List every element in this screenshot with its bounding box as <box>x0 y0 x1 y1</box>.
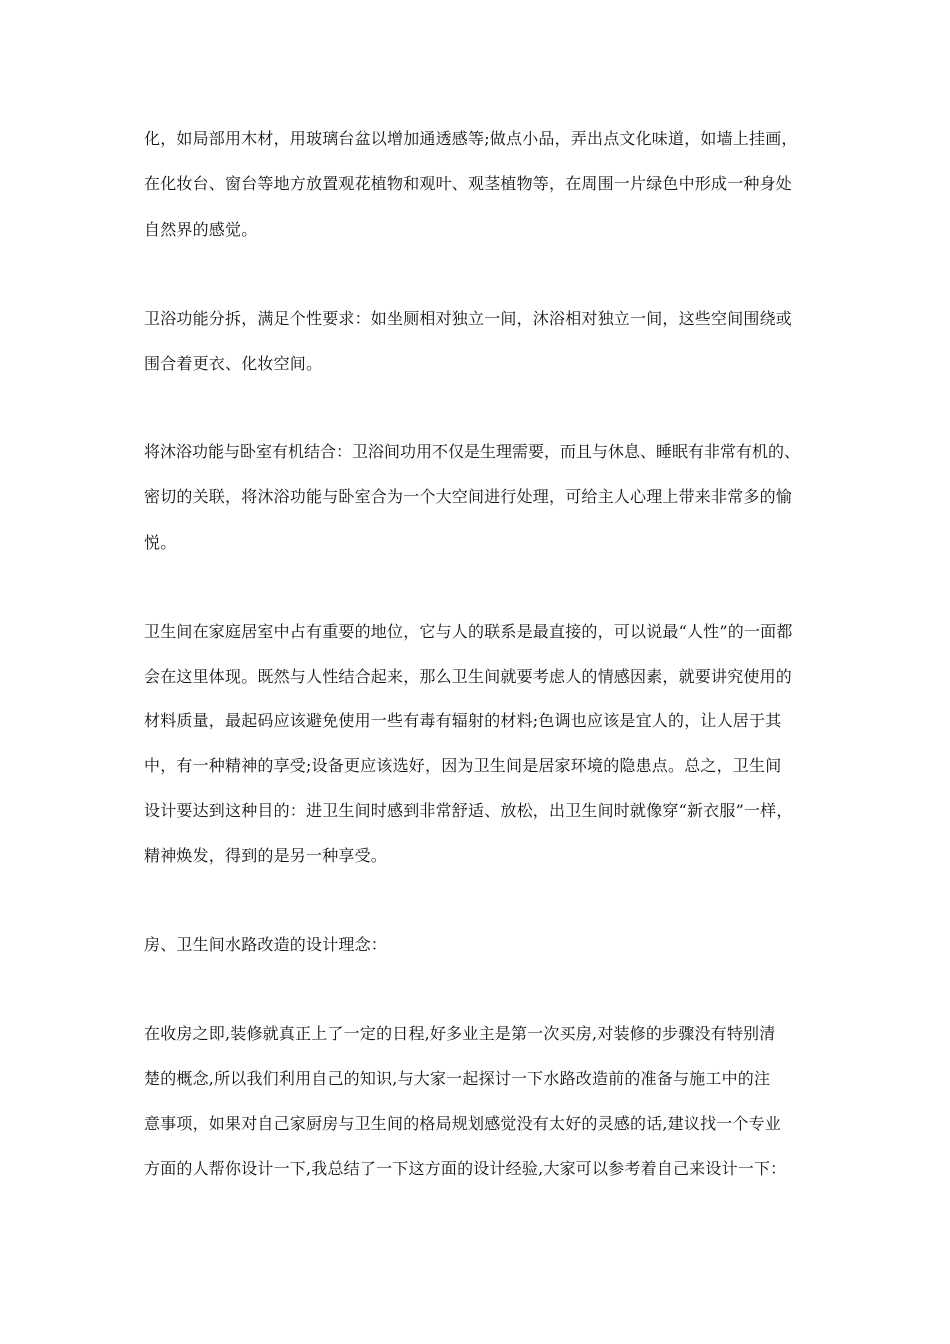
text-line: 楚的概念,所以我们利用自己的知识,与大家一起探讨一下水路改造前的准备与施工中的注 <box>144 1069 771 1088</box>
text-line: 卫浴功能分拆，满足个性要求：如坐厕相对独立一间，沐浴相对独立一间，这些空间围绕或 <box>144 309 793 328</box>
text-line: 会在这里体现。既然与人性结合起来，那么卫生间就要考虑人的情感因素，就要讲究使用的 <box>144 667 793 686</box>
text-line: 材料质量，最起码应该避免使用一些有毒有辐射的材料;色调也应该是宜人的，让人居于其 <box>144 711 782 730</box>
text-line: 方面的人帮你设计一下,我总结了一下这方面的设计经验,大家可以参考着自己来设计一下： <box>144 1159 787 1178</box>
text-line: 密切的关联，将沐浴功能与卧室合为一个大空间进行处理，可给主人心理上带来非常多的愉 <box>144 487 793 506</box>
text-line: 设计要达到这种目的：进卫生间时感到非常舒适、放松，出卫生间时就像穿“新衣服”一样， <box>144 801 793 820</box>
text-line: 化，如局部用木材，用玻璃台盆以增加通透感等;做点小品，弄出点文化味道，如墙上挂画， <box>144 129 798 148</box>
text-line: 中，有一种精神的享受;设备更应该选好，因为卫生间是居家环境的隐患点。总之，卫生间 <box>144 756 782 775</box>
text-line: 自然界的感觉。 <box>144 220 258 239</box>
text-line: 在化妆台、窗台等地方放置观花植物和观叶、观茎植物等，在周围一片绿色中形成一种身处 <box>144 174 793 193</box>
text-line: 将沐浴功能与卧室有机结合：卫浴间功用不仅是生理需要，而且与休息、睡眠有非常有机的、 <box>144 442 801 461</box>
text-line: 在收房之即,装修就真正上了一定的日程,好多业主是第一次买房,对装修的步骤没有特别清 <box>144 1024 776 1043</box>
text-line: 意事项，如果对自己家厨房与卫生间的格局规划感觉没有太好的灵感的话,建议找一个专业 <box>144 1114 782 1133</box>
text-line: 精神焕发，得到的是另一种享受。 <box>144 846 388 865</box>
text-line: 房、卫生间水路改造的设计理念： <box>144 935 388 954</box>
text-line: 卫生间在家庭居室中占有重要的地位，它与人的联系是最直接的，可以说最“人性”的一面都 <box>144 622 793 641</box>
text-line: 围合着更衣、化妆空间。 <box>144 354 323 373</box>
text-line: 悦。 <box>144 533 177 552</box>
